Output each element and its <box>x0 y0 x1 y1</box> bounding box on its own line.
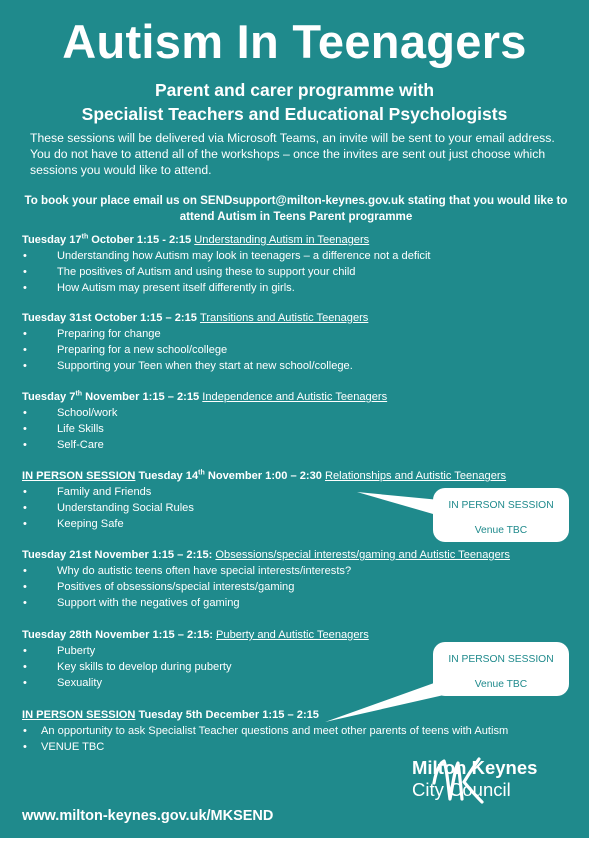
list-item: • Support with the negatives of gaming <box>22 595 567 611</box>
list-item: • Why do autistic teens often have special interests/interests? <box>22 563 567 579</box>
list-item: • Preparing for a new school/college <box>22 342 567 358</box>
session-heading: IN PERSON SESSION Tuesday 5th December 1:15 – 2:15 <box>22 709 319 721</box>
list-item: • Understanding Social Rules <box>22 500 567 516</box>
in-person-label: IN PERSON SESSION <box>22 470 136 482</box>
callout-venue: Venue TBC <box>474 679 528 690</box>
logo-line-1: Milton Keynes <box>412 757 538 778</box>
list-item: • Puberty <box>22 643 567 659</box>
callout-title: IN PERSON SESSION <box>448 654 554 665</box>
in-person-label: IN PERSON SESSION <box>22 709 136 721</box>
list-item: • Life Skills <box>22 421 567 437</box>
callout-tail-1 <box>357 492 440 516</box>
list-item: • Key skills to develop during puberty <box>22 659 567 675</box>
session-topic: Independence and Autistic Teenagers <box>202 391 388 403</box>
list-item: • Understanding how Autism may look in teenagers – a difference not a deficit <box>22 248 567 264</box>
list-item: • Positives of obsessions/special interests/gaming <box>22 579 567 595</box>
list-item: • The positives of Autism and using these to support your child <box>22 264 567 280</box>
session-heading: Tuesday 28th November 1:15 – 2:15: Puberty and Autistic Teenagers <box>22 629 369 641</box>
list-item: • Self-Care <box>22 437 567 453</box>
booking-instructions: To book your place email us on SENDsupport@milton-keynes.gov.uk stating that you would like to attend Autism in Teens Parent programme <box>24 194 568 223</box>
list-item: • An opportunity to ask Specialist Teacher questions and meet other parents of teens with Autism <box>22 723 567 739</box>
session-heading: Tuesday 31st October 1:15 – 2:15 Transitions and Autistic Teenagers <box>22 312 369 324</box>
list-item: • Sexuality <box>22 675 567 691</box>
callout-in-person-2 <box>433 642 569 696</box>
subtitle-line-2: Specialist Teachers and Educational Psychologists <box>81 104 508 124</box>
session-heading: Tuesday 21st November 1:15 – 2:15: Obsessions/special interests/gaming and Autistic Teenagers <box>22 549 510 561</box>
callout-in-person-1 <box>433 488 569 542</box>
session-heading: Tuesday 17th October 1:15 - 2:15 Understanding Autism in Teenagers <box>22 233 370 246</box>
session-topic: Puberty and Autistic Teenagers <box>216 629 369 641</box>
logo-line-2: City Council <box>412 779 511 800</box>
session-topic: Understanding Autism in Teenagers <box>194 234 370 246</box>
session-topic: Relationships and Autistic Teenagers <box>325 470 507 482</box>
list-item: • VENUE TBC <box>22 739 567 755</box>
page-title: Autism In Teenagers <box>62 15 527 68</box>
list-item: • Keeping Safe <box>22 516 567 532</box>
list-item: • How Autism may present itself differently in girls. <box>22 280 567 296</box>
list-item: • Preparing for change <box>22 326 567 342</box>
session-topic: Obsessions/special interests/gaming and Autistic Teenagers <box>215 549 510 561</box>
session-topic: Transitions and Autistic Teenagers <box>200 312 369 324</box>
session-heading: Tuesday 7th November 1:15 – 2:15 Independence and Autistic Teenagers <box>22 390 388 403</box>
session-heading: IN PERSON SESSION Tuesday 14th November 1:00 – 2:30 Relationships and Autistic Teenagers <box>22 469 507 482</box>
callout-venue: Venue TBC <box>474 525 528 536</box>
logo-wordmark <box>412 757 537 801</box>
list-item: • Family and Friends <box>22 484 567 500</box>
list-item: • Supporting your Teen when they start at new school/college. <box>22 358 567 374</box>
list-item: • School/work <box>22 405 567 421</box>
subtitle-line-1: Parent and carer programme with <box>154 80 435 100</box>
callout-title: IN PERSON SESSION <box>448 500 554 511</box>
intro-text: These sessions will be delivered via Microsoft Teams, an invite will be sent to your email address. You do not have to attend all of the workshops – once the invites are sent out just choose which sessions you would like to attend. <box>30 131 555 177</box>
footer-website-link[interactable]: www.milton-keynes.gov.uk/MKSEND <box>22 808 274 824</box>
